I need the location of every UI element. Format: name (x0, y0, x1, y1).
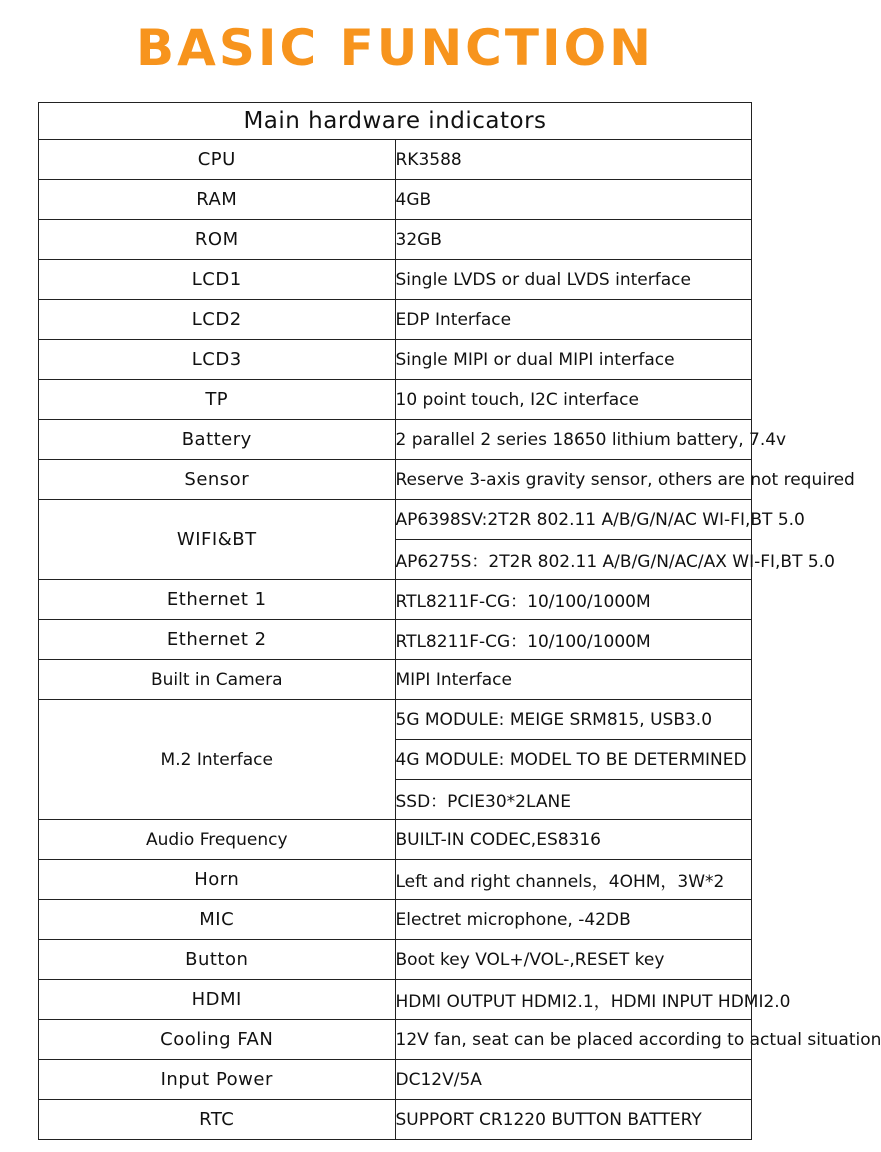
table-row (39, 900, 752, 940)
spec-value: RTL8211F-CG：10/100/1000M (395, 620, 752, 660)
spec-value: EDP Interface (395, 300, 752, 340)
table-row (39, 700, 752, 740)
table-row (39, 500, 752, 540)
spec-value: RTL8211F-CG：10/100/1000M (395, 580, 752, 620)
spec-label: LCD1 (39, 260, 396, 300)
page-title: BASIC FUNCTION (136, 19, 654, 77)
spec-label: WIFI&BT (39, 500, 396, 580)
spec-label: ROM (39, 220, 396, 260)
table-row (39, 220, 752, 260)
spec-value: HDMI OUTPUT HDMI2.1，HDMI INPUT HDMI2.0 (395, 980, 752, 1020)
spec-label: TP (39, 380, 396, 420)
spec-value: 4GB (395, 180, 752, 220)
table-header-row (39, 103, 752, 140)
spec-value: DC12V/5A (395, 1060, 752, 1100)
table-header: Main hardware indicators (39, 103, 752, 140)
spec-value: Single MIPI or dual MIPI interface (395, 340, 752, 380)
spec-label: HDMI (39, 980, 396, 1020)
spec-label: MIC (39, 900, 396, 940)
spec-label: Horn (39, 860, 396, 900)
spec-value: 4G MODULE: MODEL TO BE DETERMINED (395, 740, 752, 780)
table-row (39, 620, 752, 660)
spec-value: 12V fan, seat can be placed according to actual situation (395, 1020, 752, 1060)
spec-value: Reserve 3-axis gravity sensor, others are not required (395, 460, 752, 500)
spec-value: MIPI Interface (395, 660, 752, 700)
spec-value: BUILT-IN CODEC,ES8316 (395, 820, 752, 860)
spec-value: 2 parallel 2 series 18650 lithium battery, 7.4v (395, 420, 752, 460)
table-row (39, 380, 752, 420)
spec-label: Ethernet 1 (39, 580, 396, 620)
table-row (39, 140, 752, 180)
table-row (39, 340, 752, 380)
spec-value: SUPPORT CR1220 BUTTON BATTERY (395, 1100, 752, 1140)
table-row (39, 260, 752, 300)
spec-value: AP6275S：2T2R 802.11 A/B/G/N/AC/AX WI-FI,BT 5.0 (395, 540, 752, 580)
spec-value: 32GB (395, 220, 752, 260)
spec-label: LCD3 (39, 340, 396, 380)
table-row (39, 460, 752, 500)
table-row (39, 180, 752, 220)
spec-label: Battery (39, 420, 396, 460)
table-row (39, 660, 752, 700)
spec-value: RK3588 (395, 140, 752, 180)
table-row (39, 980, 752, 1020)
spec-label: Sensor (39, 460, 396, 500)
spec-label: RTC (39, 1100, 396, 1140)
table-row (39, 1060, 752, 1100)
spec-value: 10 point touch, I2C interface (395, 380, 752, 420)
table-row (39, 1100, 752, 1140)
table-row (39, 820, 752, 860)
spec-value: 5G MODULE: MEIGE SRM815, USB3.0 (395, 700, 752, 740)
spec-label: M.2 Interface (39, 700, 396, 820)
spec-label: LCD2 (39, 300, 396, 340)
table-row (39, 300, 752, 340)
spec-value: AP6398SV:2T2R 802.11 A/B/G/N/AC WI-FI,BT 5.0 (395, 500, 752, 540)
spec-value: Boot key VOL+/VOL-,RESET key (395, 940, 752, 980)
spec-label: CPU (39, 140, 396, 180)
table-row (39, 420, 752, 460)
table-row (39, 860, 752, 900)
table-row (39, 940, 752, 980)
spec-value: Electret microphone, -42DB (395, 900, 752, 940)
spec-label: RAM (39, 180, 396, 220)
spec-label: Audio Frequency (39, 820, 396, 860)
spec-value: Left and right channels，4OHM，3W*2 (395, 860, 752, 900)
table-row (39, 1020, 752, 1060)
spec-label: Cooling FAN (39, 1020, 396, 1060)
spec-value: Single LVDS or dual LVDS interface (395, 260, 752, 300)
spec-label: Button (39, 940, 396, 980)
table-row (39, 580, 752, 620)
hardware-spec-table (38, 102, 881, 1140)
spec-label: Built in Camera (39, 660, 396, 700)
spec-label: Ethernet 2 (39, 620, 396, 660)
spec-label: Input Power (39, 1060, 396, 1100)
spec-value: SSD：PCIE30*2LANE (395, 780, 752, 820)
